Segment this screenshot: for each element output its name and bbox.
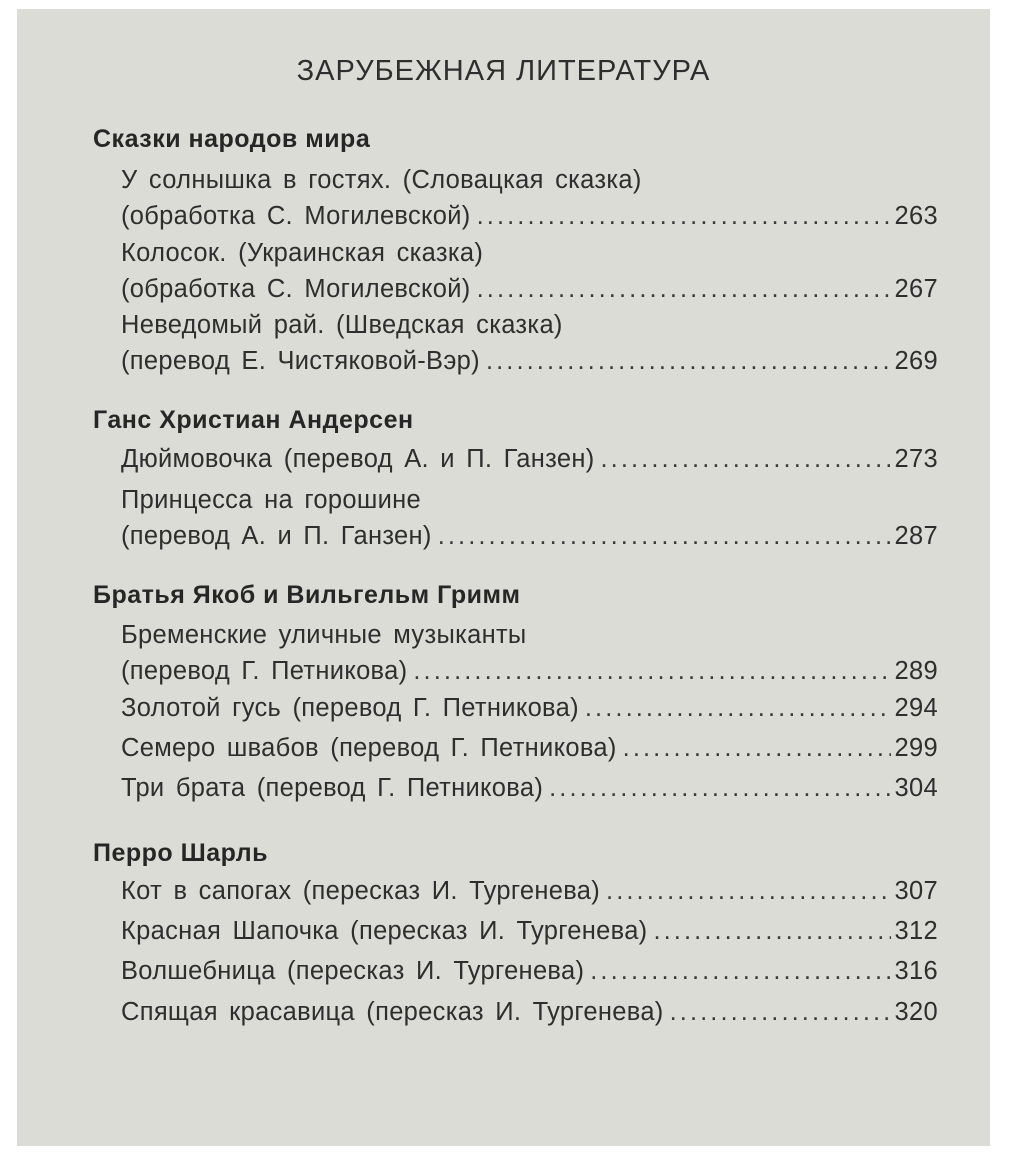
entry-title: Принцесса на горошине: [121, 486, 422, 514]
entry-title: Неведомый рай. (Шведская сказка): [121, 311, 563, 339]
toc-entry[interactable]: [121, 994, 938, 1030]
page-number: 273: [894, 445, 938, 473]
entry-title: Три брата (перевод Г. Петникова): [121, 774, 544, 802]
entry-title: Дюймовочка (перевод А. и П. Ганзен): [121, 445, 595, 473]
section-heading: Сказки народов мира: [93, 125, 371, 153]
entry-subtitle: (перевод Е. Чистяковой-Вэр): [121, 347, 480, 375]
leader-dots: [623, 730, 891, 766]
toc-entry[interactable]: [121, 441, 938, 477]
leader-dots: [413, 653, 890, 689]
entry-title: Красная Шапочка (пересказ И. Тургенева): [121, 917, 648, 945]
page-title: ЗАРУБЕЖНАЯ ЛИТЕРАТУРА: [296, 55, 711, 87]
entry-title: Семеро швабов (перевод Г. Петникова): [121, 734, 617, 762]
toc-entry[interactable]: [121, 873, 938, 909]
leader-dots: [585, 690, 891, 726]
page-number: 267: [894, 275, 938, 303]
toc-entry[interactable]: [121, 482, 938, 554]
entry-title: Кот в сапогах (пересказ И. Тургенева): [121, 877, 601, 905]
page-number: 289: [894, 657, 938, 685]
section-heading: Ганс Христиан Андерсен: [93, 406, 414, 434]
leader-dots: [601, 441, 891, 477]
leader-dots: [477, 271, 891, 307]
page-number: 299: [894, 734, 938, 762]
leader-dots: [590, 953, 890, 989]
toc-entry[interactable]: [121, 617, 938, 689]
page-number: 307: [894, 877, 938, 905]
toc-entry[interactable]: [121, 730, 938, 766]
page-number: 320: [894, 998, 938, 1026]
toc-entry[interactable]: [121, 235, 938, 307]
toc-entry[interactable]: [121, 690, 938, 726]
section-heading: Братья Якоб и Вильгельм Гримм: [93, 581, 521, 609]
entry-title: Бременские уличные музыканты: [121, 621, 527, 649]
page-number: 287: [894, 522, 938, 550]
entry-subtitle: (обработка С. Могилевской): [121, 202, 471, 230]
page-number: 269: [894, 347, 938, 375]
entry-subtitle: (перевод Г. Петникова): [121, 657, 408, 685]
section-heading: Перро Шарль: [93, 839, 269, 867]
toc-entry[interactable]: [121, 913, 938, 949]
book-page: [17, 9, 990, 1146]
page-number: 294: [894, 694, 938, 722]
leader-dots: [606, 873, 891, 909]
toc-entry[interactable]: [121, 162, 938, 234]
toc-entry[interactable]: [121, 770, 938, 806]
leader-dots: [486, 343, 891, 379]
entry-title: Колосок. (Украинская сказка): [121, 239, 484, 267]
page-number: 263: [894, 202, 938, 230]
entry-title: Золотой гусь (перевод Г. Петникова): [121, 694, 579, 722]
entry-subtitle: (обработка С. Могилевской): [121, 275, 471, 303]
leader-dots: [549, 770, 890, 806]
entry-subtitle: (перевод А. и П. Ганзен): [121, 522, 432, 550]
leader-dots: [670, 994, 891, 1030]
entry-title: Спящая красавица (пересказ И. Тургенева): [121, 998, 664, 1026]
entry-title: У солнышка в гостях. (Словацкая сказка): [121, 166, 642, 194]
page-number: 316: [894, 957, 938, 985]
page-number: 304: [894, 774, 938, 802]
toc-entry[interactable]: [121, 953, 938, 989]
leader-dots: [438, 518, 891, 554]
leader-dots: [653, 913, 890, 949]
toc-entry[interactable]: [121, 307, 938, 379]
leader-dots: [477, 198, 891, 234]
page-number: 312: [894, 917, 938, 945]
entry-title: Волшебница (пересказ И. Тургенева): [121, 957, 585, 985]
